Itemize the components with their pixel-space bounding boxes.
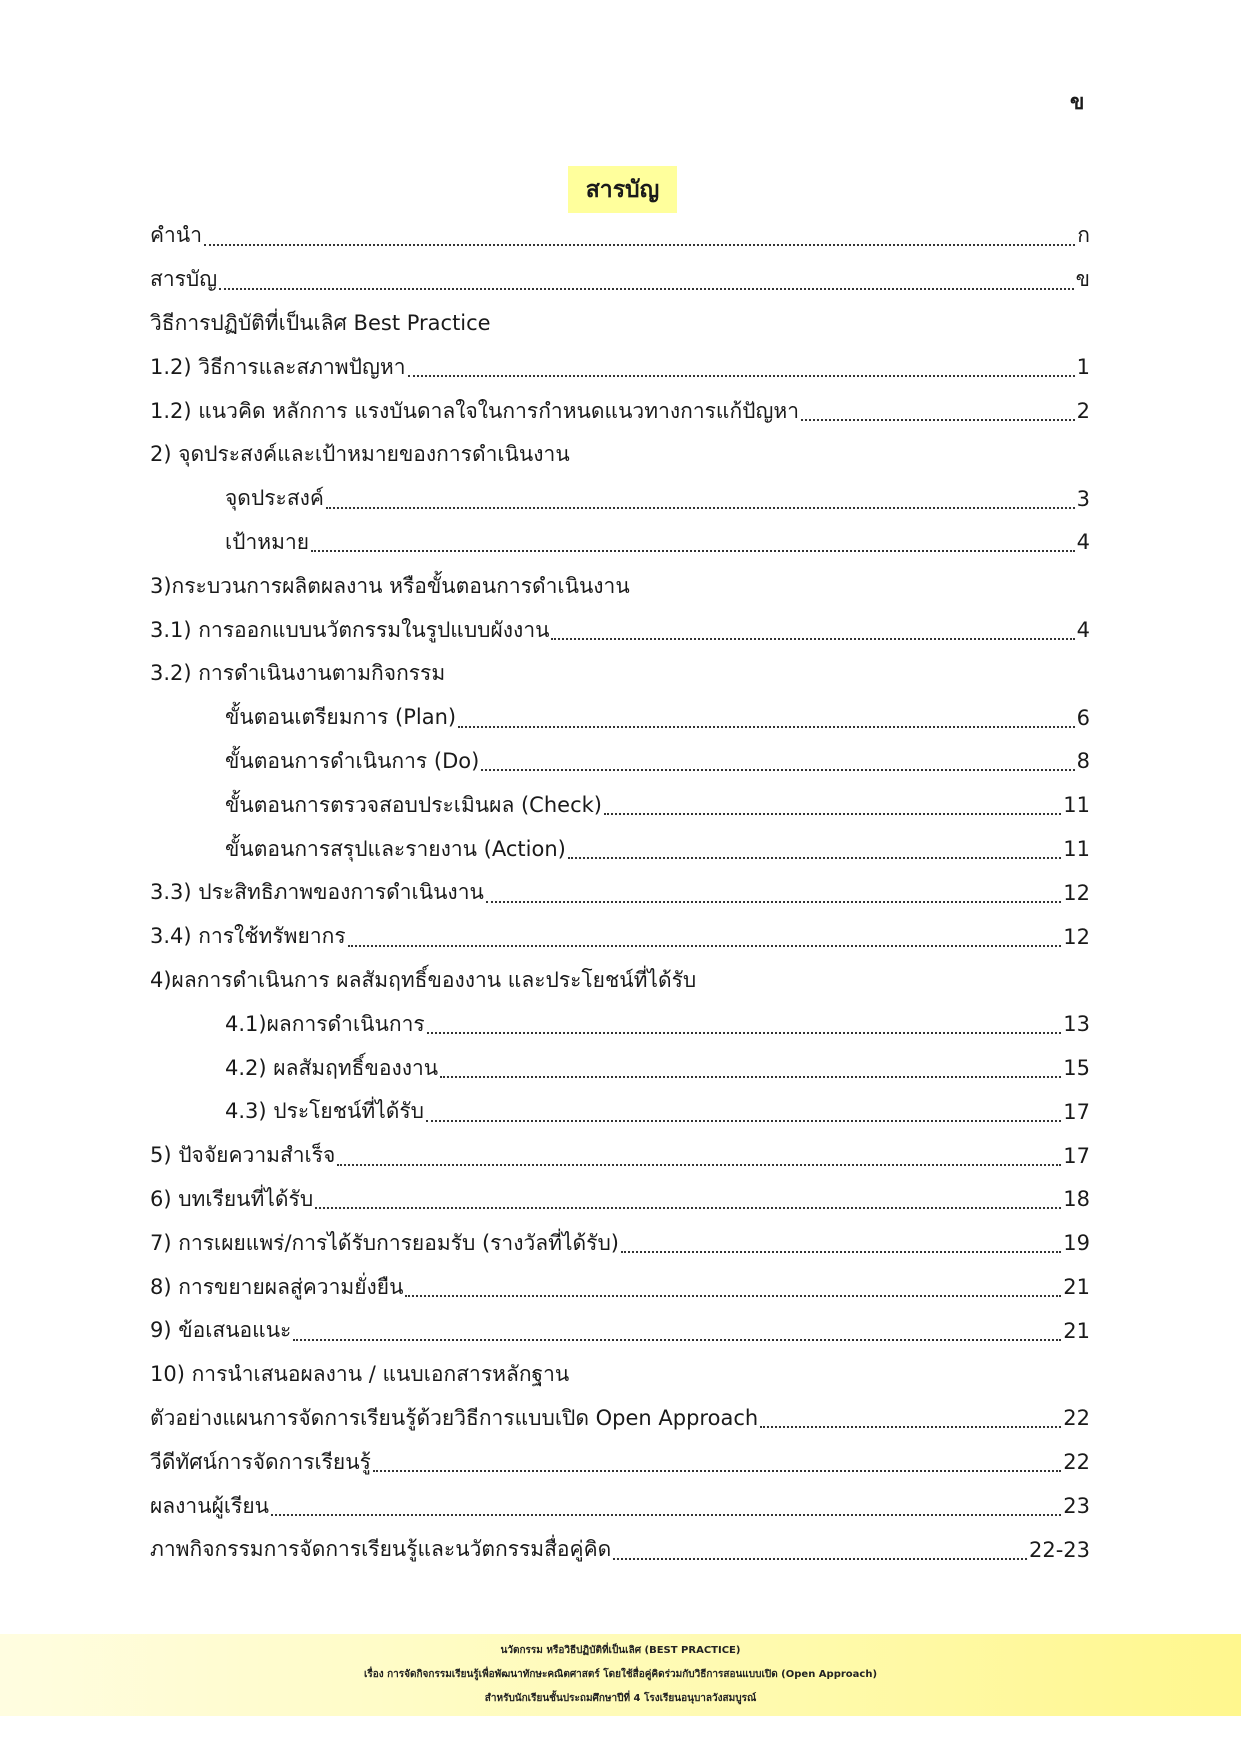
- toc-entry-page: 17: [1063, 1143, 1090, 1168]
- toc-entry-label: ขั้นตอนการสรุปและรายงาน (Action): [225, 836, 566, 861]
- toc-entry-page: 23: [1063, 1494, 1090, 1518]
- page-number: ข: [1070, 90, 1085, 114]
- toc-entry-label: 4.3) ประโยชน์ที่ได้รับ: [225, 1099, 424, 1124]
- toc-entry: [150, 1397, 1090, 1441]
- toc-entry: [150, 1309, 1090, 1353]
- toc-entry-label: สารบัญ: [150, 267, 218, 292]
- toc-entry: [150, 564, 1090, 608]
- toc-dot-leader: [219, 288, 1074, 290]
- toc-entry-label: ขั้นตอนเตรียมการ (Plan): [225, 705, 457, 730]
- toc-entry-page: ก: [1077, 223, 1090, 248]
- toc-entry: [150, 302, 1090, 346]
- toc-entry-page: 21: [1063, 1275, 1090, 1300]
- toc-entry: [150, 258, 1090, 302]
- toc-entry: [150, 389, 1090, 433]
- toc-dot-leader: [613, 1558, 1027, 1560]
- toc-entry-label: 3.3) ประสิทธิภาพของการดำเนินงาน: [150, 880, 484, 905]
- toc-entry-label: 1.2) แนวคิด หลักการ แรงบันดาลใจในการกำหนดแนวทางการแก้ปัญหา: [150, 398, 800, 423]
- toc-entry: [150, 1221, 1090, 1265]
- toc-entry-label: ผลงานผู้เรียน: [150, 1493, 269, 1518]
- toc-dot-leader: [621, 1251, 1061, 1253]
- toc-dot-leader: [604, 813, 1061, 815]
- toc-entry: [150, 696, 1090, 740]
- toc-dot-leader: [405, 1295, 1061, 1297]
- toc-entry-page: 11: [1063, 837, 1090, 862]
- page-title: สารบัญ: [568, 166, 677, 213]
- toc-dot-leader: [293, 1339, 1061, 1341]
- toc-entry-label: ตัวอย่างแผนการจัดการเรียนรู้ด้วยวิธีการแบบเปิด Open Approach: [150, 1405, 759, 1430]
- toc-entry: [150, 1046, 1090, 1090]
- toc-entry: [150, 1134, 1090, 1178]
- toc-entry-label: 9) ข้อเสนอแนะ: [150, 1318, 292, 1343]
- toc-entry-page: 17: [1063, 1099, 1090, 1124]
- toc-dot-leader: [481, 769, 1074, 771]
- toc-dot-leader: [458, 726, 1075, 728]
- toc-dot-leader: [348, 945, 1062, 947]
- toc-entry: [150, 1265, 1090, 1309]
- toc-dot-leader: [311, 550, 1075, 552]
- toc-dot-leader: [204, 244, 1075, 246]
- toc-entry: [150, 871, 1090, 915]
- toc-entry-page: ข: [1075, 267, 1090, 292]
- toc-dot-leader: [440, 1076, 1061, 1078]
- toc-dot-leader: [271, 1514, 1061, 1516]
- footer-line-2: เรื่อง การจัดกิจกรรมเรียนรู้เพื่อพัฒนาทักษะคณิตศาสตร์ โดยใช้สื่อคู่คิดร่วมกับวิธีการสอนแบบเปิด (Open Approach): [363, 1669, 878, 1680]
- toc-entry-page: 15: [1063, 1056, 1090, 1081]
- toc-entry-page: 2: [1076, 399, 1090, 424]
- toc-entry: [150, 521, 1090, 565]
- toc-entry-label: 8) การขยายผลสู่ความยั่งยืน: [150, 1274, 404, 1299]
- toc-entry-label: วีดีทัศน์การจัดการเรียนรู้: [150, 1449, 371, 1474]
- toc-dot-leader: [551, 638, 1074, 640]
- toc-entry-label: 3.2) การดำเนินงานตามกิจกรรม: [150, 661, 446, 686]
- footer-line-3: สำหรับนักเรียนชั้นประถมศึกษาปีที่ 4 โรงเรียนอนุบาลวังสมบูรณ์: [484, 1693, 757, 1704]
- toc-entry-label: 2) จุดประสงค์และเป้าหมายของการดำเนินงาน: [150, 442, 570, 467]
- toc-entry-page: 18: [1063, 1187, 1090, 1212]
- toc-entry-label: เป้าหมาย: [225, 529, 310, 554]
- toc-entry-page: 12: [1063, 924, 1090, 949]
- toc-entry-label: 4.2) ผลสัมฤทธิ์ของงาน: [225, 1055, 439, 1080]
- toc-entry: [150, 783, 1090, 827]
- toc-dot-leader: [427, 1032, 1062, 1034]
- toc-entry-label: ภาพกิจกรรมการจัดการเรียนรู้และนวัตกรรมสื่อคู่คิด: [150, 1537, 612, 1562]
- toc-dot-leader: [373, 1470, 1061, 1472]
- toc-entry: [150, 1090, 1090, 1134]
- toc-entry: [150, 214, 1090, 258]
- toc-entry: [150, 1178, 1090, 1222]
- toc-entry-label: 6) บทเรียนที่ได้รับ: [150, 1186, 314, 1211]
- toc-entry-label: วิธีการปฏิบัติที่เป็นเลิศ Best Practice: [150, 310, 491, 335]
- toc-entry: [150, 345, 1090, 389]
- toc-entry-label: จุดประสงค์: [225, 486, 324, 511]
- toc-entry: [150, 1528, 1090, 1572]
- toc-entry-page: 4: [1076, 618, 1090, 643]
- toc-dot-leader: [801, 419, 1075, 421]
- toc-entry-page: 13: [1063, 1012, 1090, 1037]
- toc-entry-page: 12: [1063, 880, 1090, 905]
- table-of-contents: [150, 214, 1090, 1572]
- footer-banner: [0, 1634, 1241, 1716]
- toc-entry-label: 3.1) การออกแบบนวัตกรรมในรูปแบบผังงาน: [150, 617, 550, 642]
- toc-entry-label: คำนำ: [150, 223, 202, 248]
- toc-entry: [150, 827, 1090, 871]
- toc-entry-page: 1: [1076, 355, 1090, 380]
- toc-entry-page: 21: [1063, 1318, 1090, 1343]
- toc-entry-page: 11: [1063, 793, 1090, 818]
- toc-entry: [150, 1002, 1090, 1046]
- toc-entry-page: 19: [1063, 1231, 1090, 1256]
- toc-dot-leader: [426, 1120, 1061, 1122]
- toc-dot-leader: [760, 1426, 1061, 1428]
- toc-entry-label: 7) การเผยแพร่/การได้รับการยอมรับ (รางวัลที่ได้รับ): [150, 1230, 619, 1255]
- toc-dot-leader: [408, 375, 1075, 377]
- toc-entry: [150, 1440, 1090, 1484]
- toc-entry: [150, 433, 1090, 477]
- toc-entry-label: 10) การนำเสนอผลงาน / แนบเอกสารหลักฐาน: [150, 1362, 570, 1387]
- toc-dot-leader: [315, 1207, 1061, 1209]
- toc-entry-page: 22: [1063, 1450, 1090, 1475]
- toc-dot-leader: [326, 507, 1075, 509]
- toc-entry-page: 8: [1076, 749, 1090, 774]
- toc-entry-label: 5) ปัจจัยความสำเร็จ: [150, 1143, 336, 1168]
- toc-entry-label: 3.4) การใช้ทรัพยากร: [150, 924, 346, 949]
- toc-entry-label: ขั้นตอนการดำเนินการ (Do): [225, 748, 480, 773]
- toc-entry-label: 1.2) วิธีการและสภาพปัญหา: [150, 354, 406, 379]
- toc-entry-page: 3: [1076, 486, 1090, 511]
- toc-entry: [150, 959, 1090, 1003]
- toc-entry-label: ขั้นตอนการตรวจสอบประเมินผล (Check): [225, 792, 602, 817]
- toc-entry-label: 4)ผลการดำเนินการ ผลสัมฤทธิ์ของงาน และประโยชน์ที่ได้รับ: [150, 967, 697, 992]
- toc-entry: [150, 477, 1090, 521]
- toc-entry: [150, 608, 1090, 652]
- toc-entry-page: 4: [1076, 530, 1090, 555]
- toc-dot-leader: [486, 901, 1061, 903]
- toc-entry: [150, 652, 1090, 696]
- toc-dot-leader: [337, 1164, 1061, 1166]
- toc-entry: [150, 915, 1090, 959]
- toc-entry-page: 6: [1076, 705, 1090, 730]
- toc-entry-page: 22-23: [1028, 1537, 1090, 1562]
- toc-entry: [150, 1353, 1090, 1397]
- toc-entry: [150, 740, 1090, 784]
- toc-entry-label: 3)กระบวนการผลิตผลงาน หรือขั้นตอนการดำเนินงาน: [150, 573, 630, 598]
- toc-dot-leader: [568, 857, 1061, 859]
- toc-entry-page: 22: [1063, 1406, 1090, 1431]
- toc-entry: [150, 1484, 1090, 1528]
- toc-entry-label: 4.1)ผลการดำเนินการ: [225, 1011, 425, 1036]
- footer-line-1: นวัตกรรม หรือวิธีปฏิบัติที่เป็นเลิศ (BEST PRACTICE): [500, 1645, 741, 1656]
